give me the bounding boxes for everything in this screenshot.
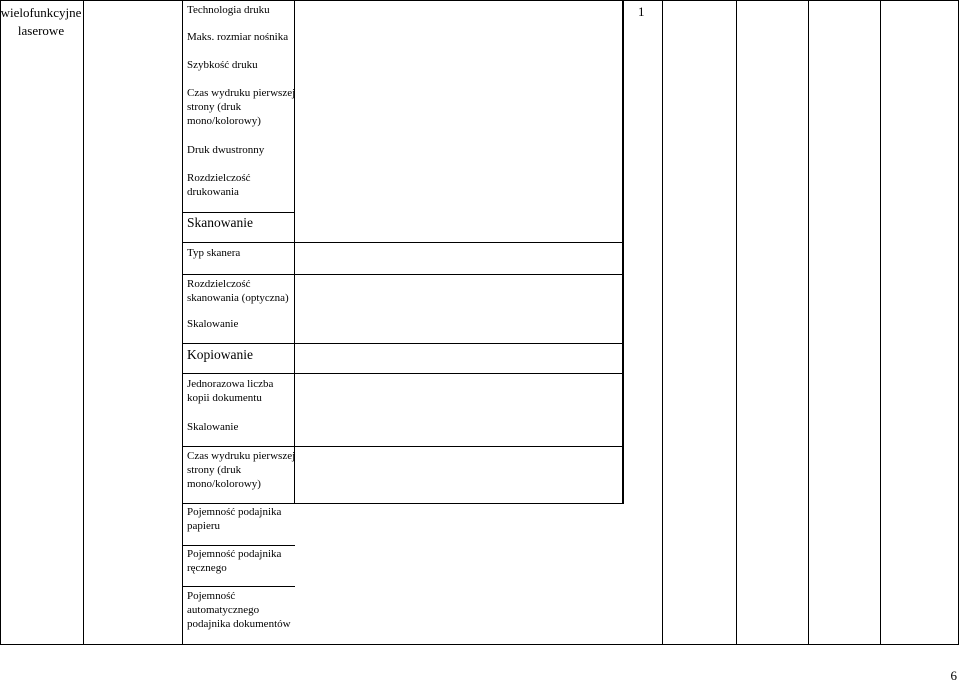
row-divider [182,503,624,504]
row-divider [182,586,295,587]
param-scan-scaling: Skalowanie [187,318,239,330]
column-divider [83,0,84,645]
row-divider [182,446,624,447]
param-print-technology: Technologia druku [187,4,270,16]
column-divider [622,0,624,504]
param-adf-capacity: Pojemność automatycznego podajnika dokumentów [187,590,291,630]
param-print-speed: Szybkość druku [187,59,258,71]
row-divider [182,274,624,275]
column-divider [294,0,295,504]
param-copy-scaling: Skalowanie [187,421,239,433]
param-duplex: Druk dwustronny [187,144,265,156]
table-border-right [958,0,959,645]
section-copying: Kopiowanie [187,347,253,362]
row-divider [182,212,295,213]
column-divider [736,0,737,645]
row-number: 1 [638,4,645,19]
page-number: 6 [950,668,957,683]
param-scan-resolution: Rozdzielczość skanowania (optyczna) [187,278,289,304]
column-divider [662,0,663,645]
param-max-media-size: Maks. rozmiar nośnika [187,31,289,43]
table-border-bottom [0,644,959,645]
param-print-resolution: Rozdzielczość drukowania [187,172,251,198]
row-divider [182,242,624,243]
param-first-print-time: Czas wydruku pierwszej strony (druk mono/kolorowy) [187,87,296,127]
row-divider [182,545,295,546]
param-manual-tray-capacity: Pojemność podajnika ręcznego [187,548,282,574]
param-scanner-type: Typ skanera [187,247,241,259]
row-divider [182,373,624,374]
row-divider [182,343,624,344]
product-category: wielofunkcyjne laserowe [0,5,82,38]
column-divider [880,0,881,645]
column-divider [182,0,183,645]
table-border-left [0,0,1,645]
section-scanning: Skanowanie [187,215,253,230]
param-copies-count: Jednorazowa liczba kopii dokumentu [187,378,274,404]
column-divider [808,0,809,645]
param-copy-first-print-time: Czas wydruku pierwszej strony (druk mono/kolorowy) [187,450,296,490]
table-border-top [0,0,959,1]
param-paper-tray-capacity: Pojemność podajnika papieru [187,506,282,532]
